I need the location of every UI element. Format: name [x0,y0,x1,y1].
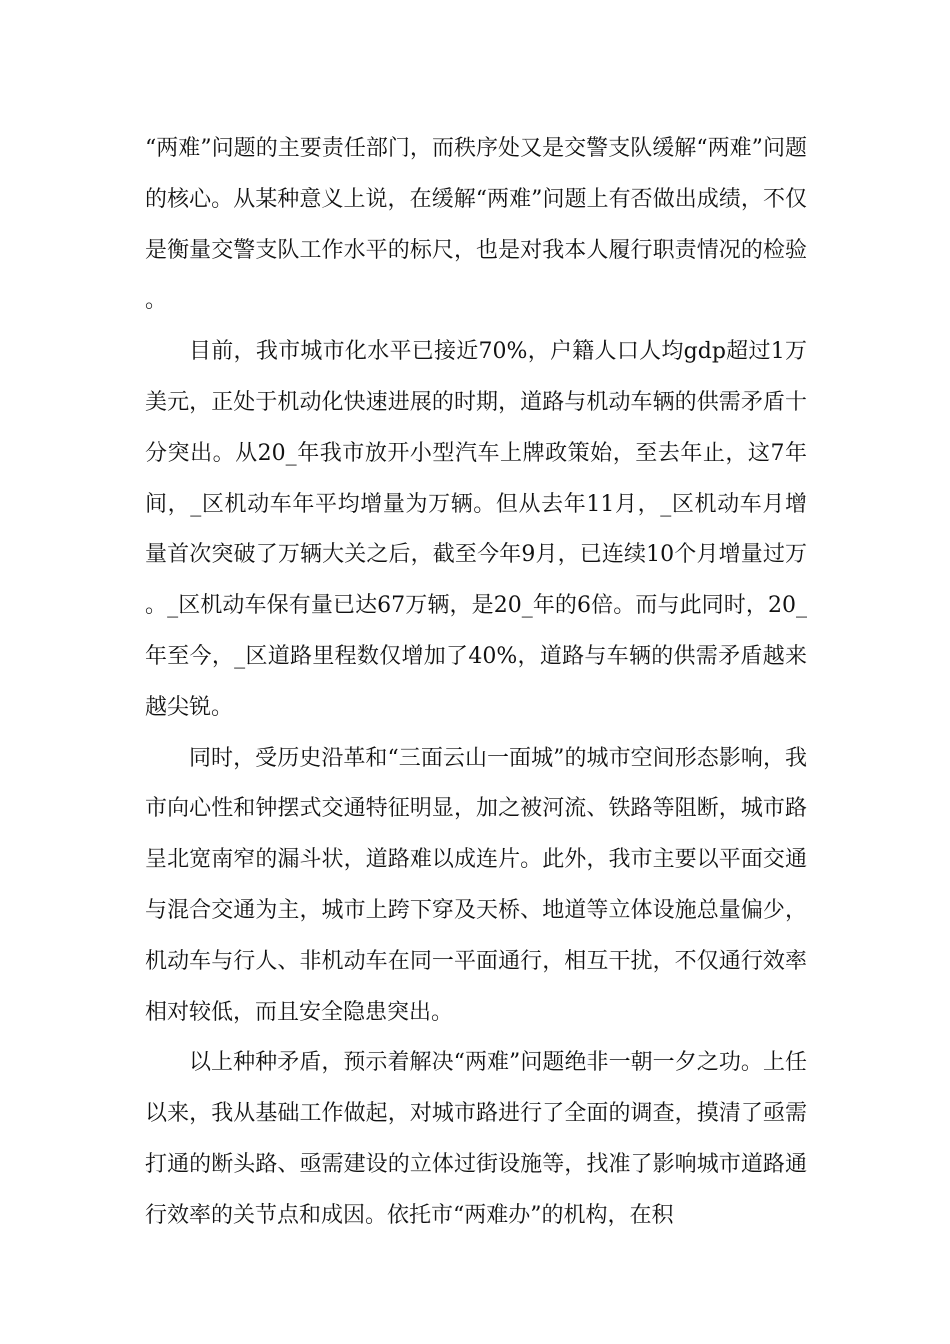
document-body [145,124,807,1242]
paragraph-3: 同时，受历史沿革和“三面云山一面城”的城市空间形态影响，我市向心性和钟摆式交通特征明显，加之被河流、铁路等阻断，城市路呈北宽南窄的漏斗状，道路难以成连片。此外，我市主要以平面交通与混合交通为主，城市上跨下穿及天桥、地道等立体设施总量偏少，机动车与行人、非机动车在同一平面通行，相互干扰，不仅通行效率相对较低，而且安全隐患突出。 [145,745,807,1025]
paragraph-4: 以上种种矛盾，预示着解决“两难”问题绝非一朝一夕之功。上任以来，我从基础工作做起，对城市路进行了全面的调查，摸清了亟需打通的断头路、亟需建设的立体过街设施等，找准了影响城市道路通行效率的关节点和成因。依托市“两难办”的机构，在积 [145,1050,807,1228]
paragraph-2: 目前，我市城市化水平已接近70%，户籍人口人均gdp超过1万美元，正处于机动化快速进展的时期，道路与机动车辆的供需矛盾十分突出。从20_年我市放开小型汽车上牌政策始，至去年止，这7年间，_区机动车年平均增量为万辆。但从去年11月，_区机动车月增量首次突破了万辆大关之后，截至今年9月，已连续10个月增量过万。_区机动车保有量已达67万辆，是20_年的6倍。而与此同时，20_年至今，_区道路里程数仅增加了40%，道路与车辆的供需矛盾越来越尖锐。 [145,339,807,720]
paragraph-1: “两难”问题的主要责任部门，而秩序处又是交警支队缓解“两难”问题的核心。从某种意义上说，在缓解“两难”问题上有否做出成绩，不仅是衡量交警支队工作水平的标尺，也是对我本人履行职责情况的检验。 [145,136,807,314]
